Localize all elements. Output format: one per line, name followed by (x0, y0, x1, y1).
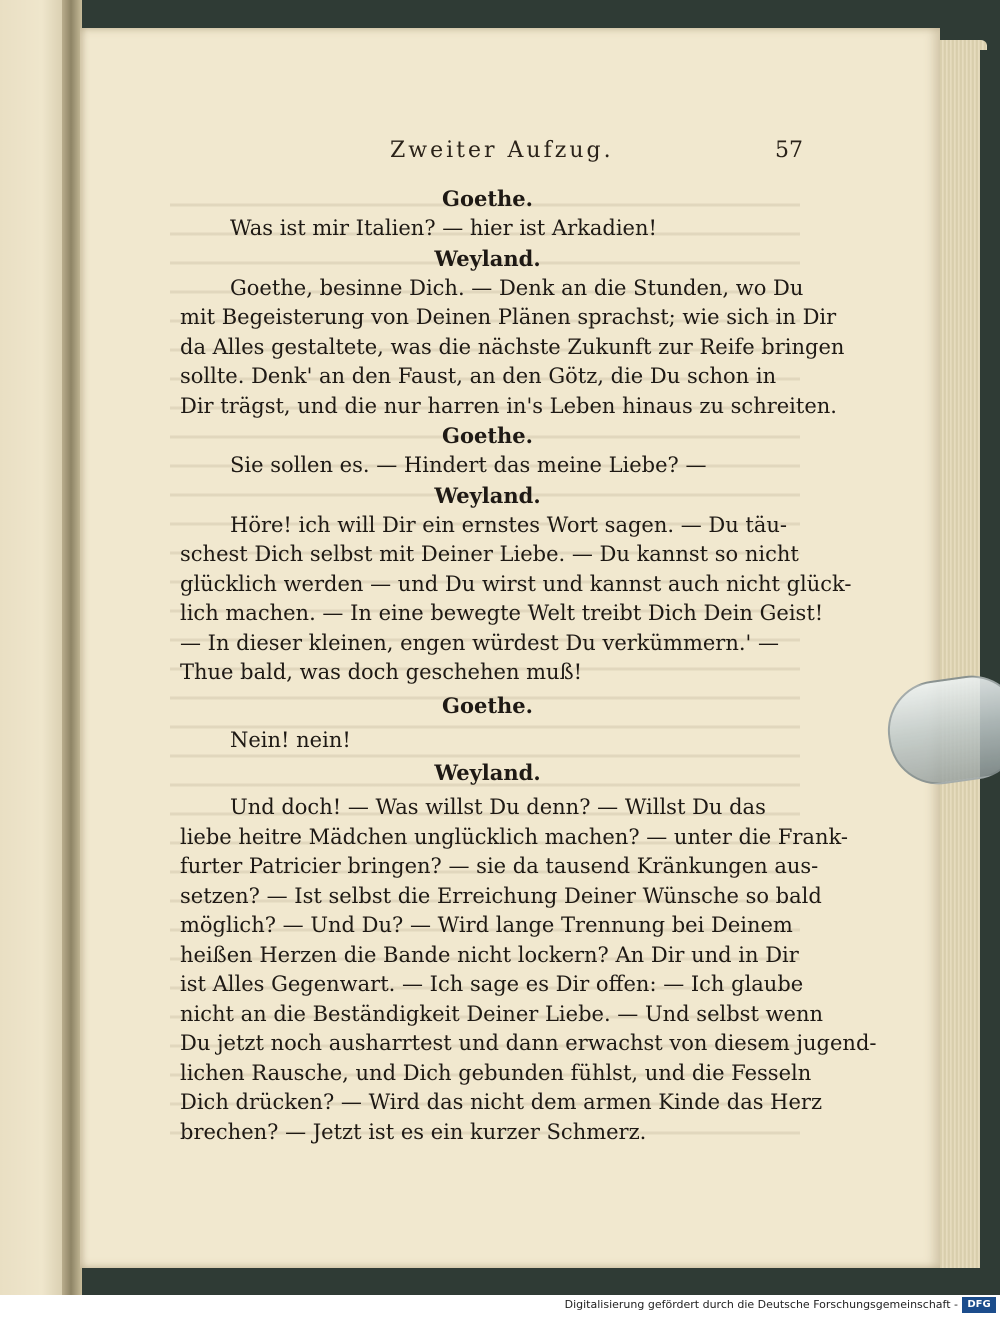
running-title: Zweiter Aufzug. (390, 138, 614, 163)
speaker-name: Goethe. (442, 423, 533, 448)
page-edge-shadow (980, 50, 1000, 1270)
speaker-name: Weyland. (434, 482, 541, 508)
text-line: brechen? — Jetzt ist es ein kurzer Schmerz. (180, 1119, 647, 1144)
speaker-name: Weyland. (434, 245, 541, 271)
text-line: Du jetzt noch ausharrtest und dann erwachst von diesem jugend- (180, 1031, 877, 1055)
text-line: nicht an die Beständigkeit Deiner Liebe. — Und selbst wenn (180, 1001, 824, 1026)
text-line: heißen Herzen die Bande nicht lockern? An Dir und in Dir (180, 942, 799, 967)
page-number: 57 (775, 138, 803, 163)
text-line: schest Dich selbst mit Deiner Liebe. — Du kannst so nicht (180, 542, 799, 566)
text-line: da Alles gestaltete, was die nächste Zukunft zur Reife bringen (180, 334, 845, 359)
text-line: Thue bald, was doch geschehen muß! (180, 660, 583, 684)
text-line: Höre! ich will Dir ein ernstes Wort sagen. — Du täu- (230, 512, 788, 537)
text-line: furter Patricier bringen? — sie da tausend Kränkungen aus- (180, 854, 819, 878)
digitization-footer (0, 1295, 1000, 1317)
text-line: Was ist mir Italien? — hier ist Arkadien! (230, 216, 657, 240)
text-line: Nein! nein! (230, 727, 351, 752)
text-line: — In dieser kleinen, engen würdest Du verkümmern.' — (180, 630, 779, 655)
text-line: liebe heitre Mädchen unglücklich machen? — unter die Frank- (180, 824, 848, 849)
text-line: lichen Rausche, und Dich gebunden fühlst, und die Fesseln (180, 1060, 812, 1085)
text-line: lich machen. — In eine bewegte Welt treibt Dich Dein Geist! (180, 601, 824, 625)
page-text (180, 184, 877, 1147)
text-line: ist Alles Gegenwart. — Ich sage es Dir offen: — Ich glaube (180, 972, 804, 996)
text-line: glücklich werden — und Du wirst und kannst auch nicht glück- (180, 571, 852, 596)
text-line: setzen? — Ist selbst die Erreichung Deiner Wünsche so bald (180, 883, 822, 908)
text-line: Dich drücken? — Wird das nicht dem armen Kinde das Herz (180, 1090, 823, 1114)
text-line: sollte. Denk' an den Faust, an den Götz, die Du schon in (180, 364, 777, 388)
text-line: mit Begeisterung von Deinen Plänen sprachst; wie sich in Dir (180, 305, 837, 329)
facing-page (0, 0, 70, 1295)
text-line: Und doch! — Was willst Du denn? — Willst Du das (230, 795, 766, 819)
text-line: Sie sollen es. — Hindert das meine Liebe? — (230, 453, 707, 477)
speaker-name: Weyland. (434, 760, 541, 785)
funding-credit: Digitalisierung gefördert durch die Deutsche Forschungsgemeinschaft - (564, 1298, 958, 1311)
speaker-name: Goethe. (442, 692, 533, 718)
book-gutter (62, 0, 82, 1295)
text-line: Dir trägst, und die nur harren in's Leben hinaus zu schreiten. (180, 393, 837, 418)
text-line: Goethe, besinne Dich. — Denk an die Stunden, wo Du (230, 275, 804, 300)
text-line: möglich? — Und Du? — Wird lange Trennung bei Deinem (180, 913, 793, 937)
speaker-name: Goethe. (442, 186, 533, 211)
dfg-logo: DFG (962, 1297, 996, 1313)
